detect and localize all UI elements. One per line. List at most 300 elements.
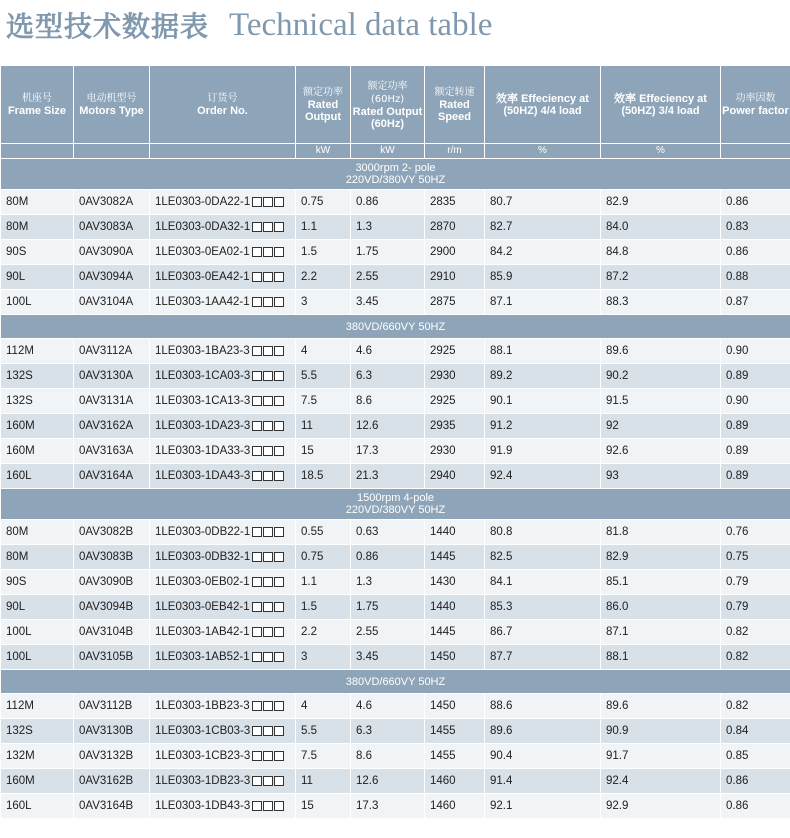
cell-text: 82.9 (606, 196, 629, 208)
cell-text: 5.5 (301, 370, 317, 382)
cell-text: 90L (6, 601, 26, 613)
table-row (1, 215, 790, 240)
frame-size-cell (1, 240, 74, 265)
motor-type-cell (74, 595, 150, 620)
cell-text: 91.9 (490, 445, 513, 457)
option-boxes (252, 700, 285, 712)
rated-output-cell (296, 364, 351, 389)
cell-text: 90.2 (606, 370, 629, 382)
motor-type-cell (74, 240, 150, 265)
cell-text: 88.3 (606, 296, 629, 308)
rated-output-cell (296, 545, 351, 570)
cell-text: 0.86 (356, 551, 379, 563)
cell-text: 1LE0303-1CA13-3 (155, 395, 251, 408)
rated-output-cell (296, 439, 351, 464)
motor-type-cell (74, 339, 150, 364)
header-power-factor: 功率因数 Power factor (721, 66, 790, 144)
table-row (1, 595, 790, 620)
cell-text: 2930 (430, 370, 456, 382)
efficiency-full-load-cell (485, 570, 601, 595)
motor-type-cell (74, 265, 150, 290)
rated-output-60hz-cell (351, 719, 425, 744)
cell-text: 1440 (430, 601, 456, 613)
cell-text: 0.82 (726, 700, 749, 712)
motor-type-cell (74, 520, 150, 545)
efficiency-three-quarter-cell (601, 240, 721, 265)
option-box (263, 446, 273, 456)
cell-text: 0.79 (726, 601, 749, 613)
cell-text: 0.86 (726, 196, 749, 208)
rated-output-60hz-cell (351, 595, 425, 620)
order-no-cell (150, 520, 296, 545)
cell-text: 91.2 (490, 420, 513, 432)
option-box (252, 801, 262, 811)
table-row (1, 694, 790, 719)
option-box (274, 297, 284, 307)
cell-text: 2930 (430, 445, 456, 457)
option-box (263, 471, 273, 481)
frame-size-cell (1, 719, 74, 744)
power-factor-cell (721, 364, 790, 389)
cell-text: 17.3 (356, 445, 379, 457)
power-factor-cell (721, 215, 790, 240)
table-row (1, 290, 790, 315)
rated-output-cell (296, 570, 351, 595)
cell-text: 90.9 (606, 725, 629, 737)
rated-output-60hz-cell (351, 240, 425, 265)
cell-text: 1440 (430, 526, 456, 538)
option-box (252, 552, 262, 562)
table-row (1, 240, 790, 265)
order-no-cell (150, 265, 296, 290)
cell-text: 2835 (430, 196, 456, 208)
frame-size-cell (1, 645, 74, 670)
order-no-cell (150, 719, 296, 744)
rated-output-60hz-cell (351, 290, 425, 315)
cell-text: 132S (6, 725, 33, 737)
cell-text: 1455 (430, 725, 456, 737)
unit-cell: % (485, 144, 601, 159)
section-line: 220VD/380VY 50HZ (345, 174, 446, 186)
table-row (1, 414, 790, 439)
cell-text: 0AV3130B (79, 725, 134, 737)
option-boxes (252, 750, 285, 762)
efficiency-full-load-cell (485, 694, 601, 719)
option-box (274, 726, 284, 736)
efficiency-three-quarter-cell (601, 520, 721, 545)
cell-text: 80M (6, 526, 29, 538)
rated-output-60hz-cell (351, 794, 425, 819)
efficiency-three-quarter-cell (601, 290, 721, 315)
cell-text: 1LE0303-1DA23-3 (155, 420, 251, 433)
rated-output-60hz-cell (351, 215, 425, 240)
motor-type-cell (74, 414, 150, 439)
cell-text: 1LE0303-1DB23-3 (155, 775, 251, 788)
cell-text: 92.9 (606, 800, 629, 812)
cell-text: 0AV3090B (79, 576, 134, 588)
cell-text: 6.3 (356, 370, 372, 382)
cell-text: 1.5 (301, 601, 317, 613)
section-header (1, 670, 790, 694)
cell-text: 88.1 (606, 651, 629, 663)
option-box (274, 272, 284, 282)
header-row (1, 66, 790, 144)
cell-text: 5.5 (301, 725, 317, 737)
rated-speed-cell (425, 719, 485, 744)
efficiency-full-load-cell (485, 545, 601, 570)
cell-text: 1460 (430, 775, 456, 787)
power-factor-cell (721, 190, 790, 215)
cell-text: 3 (301, 651, 308, 663)
option-boxes (252, 651, 285, 663)
rated-speed-cell (425, 794, 485, 819)
frame-size-cell (1, 439, 74, 464)
rated-speed-cell (425, 570, 485, 595)
power-factor-cell (721, 694, 790, 719)
cell-text: 82.7 (490, 221, 513, 233)
technical-data-table (0, 65, 790, 819)
cell-text: 2940 (430, 470, 456, 482)
order-no-cell (150, 464, 296, 489)
cell-text: 132S (6, 370, 33, 382)
header-frame-size: 机座号 Frame Size (1, 66, 74, 144)
header-efficiency-three-quarter-load: 效率 Effeciency at (50HZ) 3/4 load (601, 66, 721, 144)
unit-cell: kW (351, 144, 425, 159)
efficiency-full-load-cell (485, 240, 601, 265)
cell-text: 2925 (430, 345, 456, 357)
cell-text: 1LE0303-1AB42-1 (155, 626, 250, 639)
table-row (1, 364, 790, 389)
option-box (252, 652, 262, 662)
cell-text: 0.89 (726, 420, 749, 432)
efficiency-three-quarter-cell (601, 265, 721, 290)
power-factor-cell (721, 265, 790, 290)
efficiency-full-load-cell (485, 414, 601, 439)
rated-output-60hz-cell (351, 620, 425, 645)
rated-output-cell (296, 290, 351, 315)
option-box (263, 421, 273, 431)
efficiency-three-quarter-cell (601, 620, 721, 645)
order-no-cell (150, 389, 296, 414)
cell-text: 3.45 (356, 651, 379, 663)
cell-text: 0.86 (356, 196, 379, 208)
cell-text: 1LE0303-1CB23-3 (155, 750, 251, 763)
cell-text: 93 (606, 470, 619, 482)
section-line: 380VD/660VY 50HZ (345, 675, 446, 688)
efficiency-three-quarter-cell (601, 439, 721, 464)
option-boxes (252, 420, 285, 432)
rated-output-cell (296, 719, 351, 744)
option-box (263, 197, 273, 207)
cell-text: 92.4 (490, 470, 513, 482)
frame-size-cell (1, 215, 74, 240)
order-no-cell (150, 769, 296, 794)
motor-type-cell (74, 389, 150, 414)
cell-text: 0.89 (726, 445, 749, 457)
efficiency-full-load-cell (485, 719, 601, 744)
motor-type-cell (74, 190, 150, 215)
rated-speed-cell (425, 645, 485, 670)
cell-text: 100L (6, 296, 32, 308)
rated-output-60hz-cell (351, 265, 425, 290)
option-box (263, 346, 273, 356)
cell-text: 112M (6, 700, 34, 712)
option-box (252, 701, 262, 711)
cell-text: 0.76 (726, 526, 749, 538)
option-box (274, 751, 284, 761)
option-box (263, 297, 273, 307)
frame-size-cell (1, 744, 74, 769)
cell-text: 89.2 (490, 370, 513, 382)
cell-text: 0AV3112A (79, 345, 133, 357)
order-no-cell (150, 290, 296, 315)
rated-output-cell (296, 240, 351, 265)
cell-text: 0AV3094B (79, 601, 134, 613)
rated-output-60hz-cell (351, 520, 425, 545)
rated-output-60hz-cell (351, 414, 425, 439)
frame-size-cell (1, 545, 74, 570)
order-no-cell (150, 339, 296, 364)
option-box (263, 701, 273, 711)
option-box (252, 602, 262, 612)
rated-output-cell (296, 265, 351, 290)
power-factor-cell (721, 240, 790, 265)
table-row (1, 439, 790, 464)
section-header-row (1, 489, 790, 520)
rated-speed-cell (425, 290, 485, 315)
rated-output-cell (296, 414, 351, 439)
option-box (274, 421, 284, 431)
cell-text: 85.9 (490, 271, 513, 283)
cell-text: 17.3 (356, 800, 379, 812)
cell-text: 1LE0303-0DA22-1 (155, 196, 251, 209)
motor-type-cell (74, 364, 150, 389)
cell-text: 15 (301, 445, 314, 457)
option-boxes (252, 470, 285, 482)
order-no-cell (150, 794, 296, 819)
option-box (263, 751, 273, 761)
rated-output-60hz-cell (351, 364, 425, 389)
cell-text: 87.7 (490, 651, 513, 663)
cell-text: 2.55 (356, 626, 379, 638)
option-box (252, 272, 262, 282)
section-header (1, 159, 790, 190)
section-line: 1500rpm 4-pole (356, 492, 435, 504)
efficiency-three-quarter-cell (601, 215, 721, 240)
efficiency-three-quarter-cell (601, 364, 721, 389)
efficiency-full-load-cell (485, 744, 601, 769)
option-boxes (252, 725, 285, 737)
rated-output-60hz-cell (351, 694, 425, 719)
cell-text: 100L (6, 651, 32, 663)
option-box (252, 776, 262, 786)
option-box (252, 222, 262, 232)
cell-text: 86.7 (490, 626, 513, 638)
unit-cell: % (601, 144, 721, 159)
cell-text: 1460 (430, 800, 456, 812)
option-boxes (252, 296, 285, 308)
cell-text: 2935 (430, 420, 456, 432)
option-box (263, 726, 273, 736)
cell-text: 8.6 (356, 750, 372, 762)
power-factor-cell (721, 595, 790, 620)
efficiency-full-load-cell (485, 645, 601, 670)
efficiency-full-load-cell (485, 439, 601, 464)
cell-text: 2925 (430, 395, 456, 407)
cell-text: 0AV3164B (79, 800, 134, 812)
cell-text: 90S (6, 246, 27, 258)
rated-output-cell (296, 769, 351, 794)
efficiency-full-load-cell (485, 620, 601, 645)
option-box (274, 471, 284, 481)
cell-text: 0.88 (726, 271, 749, 283)
option-box (263, 272, 273, 282)
rated-output-cell (296, 595, 351, 620)
cell-text: 0AV3131A (79, 395, 134, 407)
power-factor-cell (721, 620, 790, 645)
frame-size-cell (1, 694, 74, 719)
efficiency-three-quarter-cell (601, 339, 721, 364)
order-no-cell (150, 645, 296, 670)
cell-text: 1LE0303-0EB42-1 (155, 601, 250, 614)
rated-output-60hz-cell (351, 439, 425, 464)
cell-text: 80M (6, 221, 29, 233)
table-row (1, 265, 790, 290)
efficiency-three-quarter-cell (601, 190, 721, 215)
power-factor-cell (721, 290, 790, 315)
cell-text: 160M (6, 445, 35, 457)
efficiency-three-quarter-cell (601, 389, 721, 414)
option-box (274, 247, 284, 257)
cell-text: 2.2 (301, 271, 317, 283)
cell-text: 0.75 (726, 551, 749, 563)
option-box (252, 726, 262, 736)
cell-text: 92.6 (606, 445, 629, 457)
order-no-cell (150, 215, 296, 240)
cell-text: 2.55 (356, 271, 379, 283)
cell-text: 1LE0303-1CB03-3 (155, 725, 251, 738)
cell-text: 1LE0303-1DB43-3 (155, 800, 251, 813)
efficiency-full-load-cell (485, 464, 601, 489)
cell-text: 1LE0303-0DB22-1 (155, 526, 251, 539)
cell-text: 0.63 (356, 526, 379, 538)
cell-text: 4 (301, 700, 308, 712)
power-factor-cell (721, 439, 790, 464)
cell-text: 89.6 (606, 345, 629, 357)
cell-text: 89.6 (490, 725, 513, 737)
cell-text: 0.90 (726, 395, 749, 407)
efficiency-full-load-cell (485, 389, 601, 414)
option-box (274, 222, 284, 232)
option-box (274, 801, 284, 811)
option-box (252, 446, 262, 456)
efficiency-full-load-cell (485, 595, 601, 620)
power-factor-cell (721, 645, 790, 670)
efficiency-full-load-cell (485, 364, 601, 389)
efficiency-three-quarter-cell (601, 794, 721, 819)
section-header-row (1, 670, 790, 694)
cell-text: 18.5 (301, 470, 324, 482)
option-box (263, 371, 273, 381)
option-box (263, 776, 273, 786)
cell-text: 89.6 (606, 700, 629, 712)
order-no-cell (150, 570, 296, 595)
cell-text: 88.6 (490, 700, 513, 712)
motor-type-cell (74, 290, 150, 315)
option-boxes (252, 626, 285, 638)
efficiency-full-load-cell (485, 794, 601, 819)
option-box (252, 751, 262, 761)
rated-output-cell (296, 464, 351, 489)
cell-text: 0AV3163A (79, 445, 134, 457)
unit-row (1, 144, 790, 159)
cell-text: 90.1 (490, 395, 513, 407)
frame-size-cell (1, 265, 74, 290)
cell-text: 3 (301, 296, 308, 308)
efficiency-full-load-cell (485, 339, 601, 364)
cell-text: 1LE0303-1DA43-3 (155, 470, 251, 483)
cell-text: 12.6 (356, 420, 379, 432)
table-row (1, 794, 790, 819)
unit-cell (74, 144, 150, 159)
rated-speed-cell (425, 364, 485, 389)
cell-text: 0.89 (726, 470, 749, 482)
cell-text: 0.87 (726, 296, 749, 308)
cell-text: 0.75 (301, 196, 324, 208)
cell-text: 15 (301, 800, 314, 812)
rated-output-cell (296, 794, 351, 819)
option-box (252, 577, 262, 587)
motor-type-cell (74, 645, 150, 670)
cell-text: 1LE0303-0EA02-1 (155, 246, 250, 259)
rated-output-60hz-cell (351, 744, 425, 769)
table-row (1, 190, 790, 215)
cell-text: 2900 (430, 246, 456, 258)
cell-text: 12.6 (356, 775, 379, 787)
unit-cell (150, 144, 296, 159)
cell-text: 1.1 (301, 576, 317, 588)
cell-text: 1.3 (356, 576, 372, 588)
cell-text: 1.75 (356, 246, 379, 258)
option-boxes (252, 576, 285, 588)
efficiency-three-quarter-cell (601, 595, 721, 620)
power-factor-cell (721, 794, 790, 819)
order-no-cell (150, 364, 296, 389)
cell-text: 0.55 (301, 526, 324, 538)
efficiency-three-quarter-cell (601, 545, 721, 570)
table-row (1, 645, 790, 670)
rated-speed-cell (425, 265, 485, 290)
efficiency-full-load-cell (485, 215, 601, 240)
frame-size-cell (1, 339, 74, 364)
cell-text: 81.8 (606, 526, 629, 538)
cell-text: 2.2 (301, 626, 317, 638)
option-box (274, 552, 284, 562)
cell-text: 0AV3162B (79, 775, 134, 787)
power-factor-cell (721, 545, 790, 570)
rated-speed-cell (425, 744, 485, 769)
rated-speed-cell (425, 464, 485, 489)
cell-text: 21.3 (356, 470, 379, 482)
rated-output-cell (296, 744, 351, 769)
table-row (1, 339, 790, 364)
efficiency-full-load-cell (485, 769, 601, 794)
table-row (1, 719, 790, 744)
option-boxes (252, 601, 285, 613)
option-box (252, 527, 262, 537)
cell-text: 87.1 (490, 296, 513, 308)
cell-text: 1.75 (356, 601, 379, 613)
